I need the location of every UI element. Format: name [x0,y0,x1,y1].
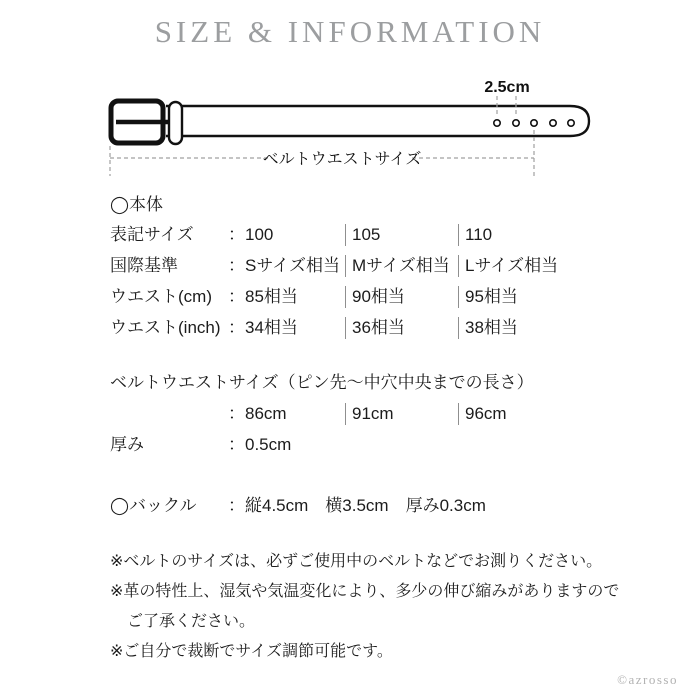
table-row-thickness [110,434,291,456]
row-label: 厚み [110,435,144,454]
buckle-dimensions: ：縦4.5cm 横3.5cm 厚み0.3cm [228,496,486,515]
row-label: 国際基準 [110,256,178,275]
belt-hole [550,120,556,126]
note-measure: ※ベルトのサイズは、必ずご使用中のベルトなどでお測りください。 [110,553,603,570]
belt-strap [166,106,589,136]
row-value: 38相当 [458,317,598,339]
row-value-l: Lサイズ相当 [458,255,598,277]
belt-keeper [169,102,182,144]
row-label: ウエスト(inch) [110,318,221,337]
row-value: ：0.5cm [228,435,292,454]
row-value: ：86cm [228,404,287,423]
row-value: 96cm [458,403,598,425]
row-value-s: ：Sサイズ相当 [228,256,340,275]
table-row-size [110,224,598,246]
note-leather-1: ※革の特性上、湿気や気温変化により、多少の伸び縮みがありますので [110,583,620,600]
row-value-100: ：100 [228,225,274,244]
note-leather-2: ご了承ください。 [127,613,256,630]
table-row-intl [110,255,598,277]
belt-diagram [0,68,700,188]
row-value-105: 105 [345,224,458,246]
row-value: 91cm [345,403,458,425]
row-label: 表記サイズ [110,225,194,244]
belt-hole [494,120,500,126]
table-row-waist-cm [110,286,598,308]
waist-size-label: ベルトウエストサイズ [262,151,422,168]
copyright-watermark: ©azrosso [617,672,678,687]
row-label [110,403,228,425]
belt-hole [568,120,574,126]
section-heading-body: ◯本体 [110,195,164,214]
row-value: ：85相当 [228,287,298,306]
page-title: SIZE & INFORMATION [154,14,546,49]
row-value: 90相当 [345,286,458,308]
belt-hole [513,120,519,126]
section-heading-buckle: ◯バックル [110,496,197,515]
row-value: 36相当 [345,317,458,339]
row-value-110: 110 [458,224,598,246]
row-value: ：34相当 [228,318,298,337]
belt-hole [531,120,537,126]
row-value-m: Mサイズ相当 [345,255,458,277]
note-cut: ※ご自分で裁断でサイズ調節可能です。 [110,643,393,660]
hole-spacing-label: 2.5cm [484,79,530,96]
table-row-waist-inch [110,317,598,339]
table-row-waist-length [110,403,598,425]
row-value: 95相当 [458,286,598,308]
row-label: ウエスト(cm) [110,287,212,306]
section-heading-waist-size: ベルトウエストサイズ（ピン先〜中穴中央までの長さ） [110,373,534,392]
table-row-buckle [110,495,486,517]
